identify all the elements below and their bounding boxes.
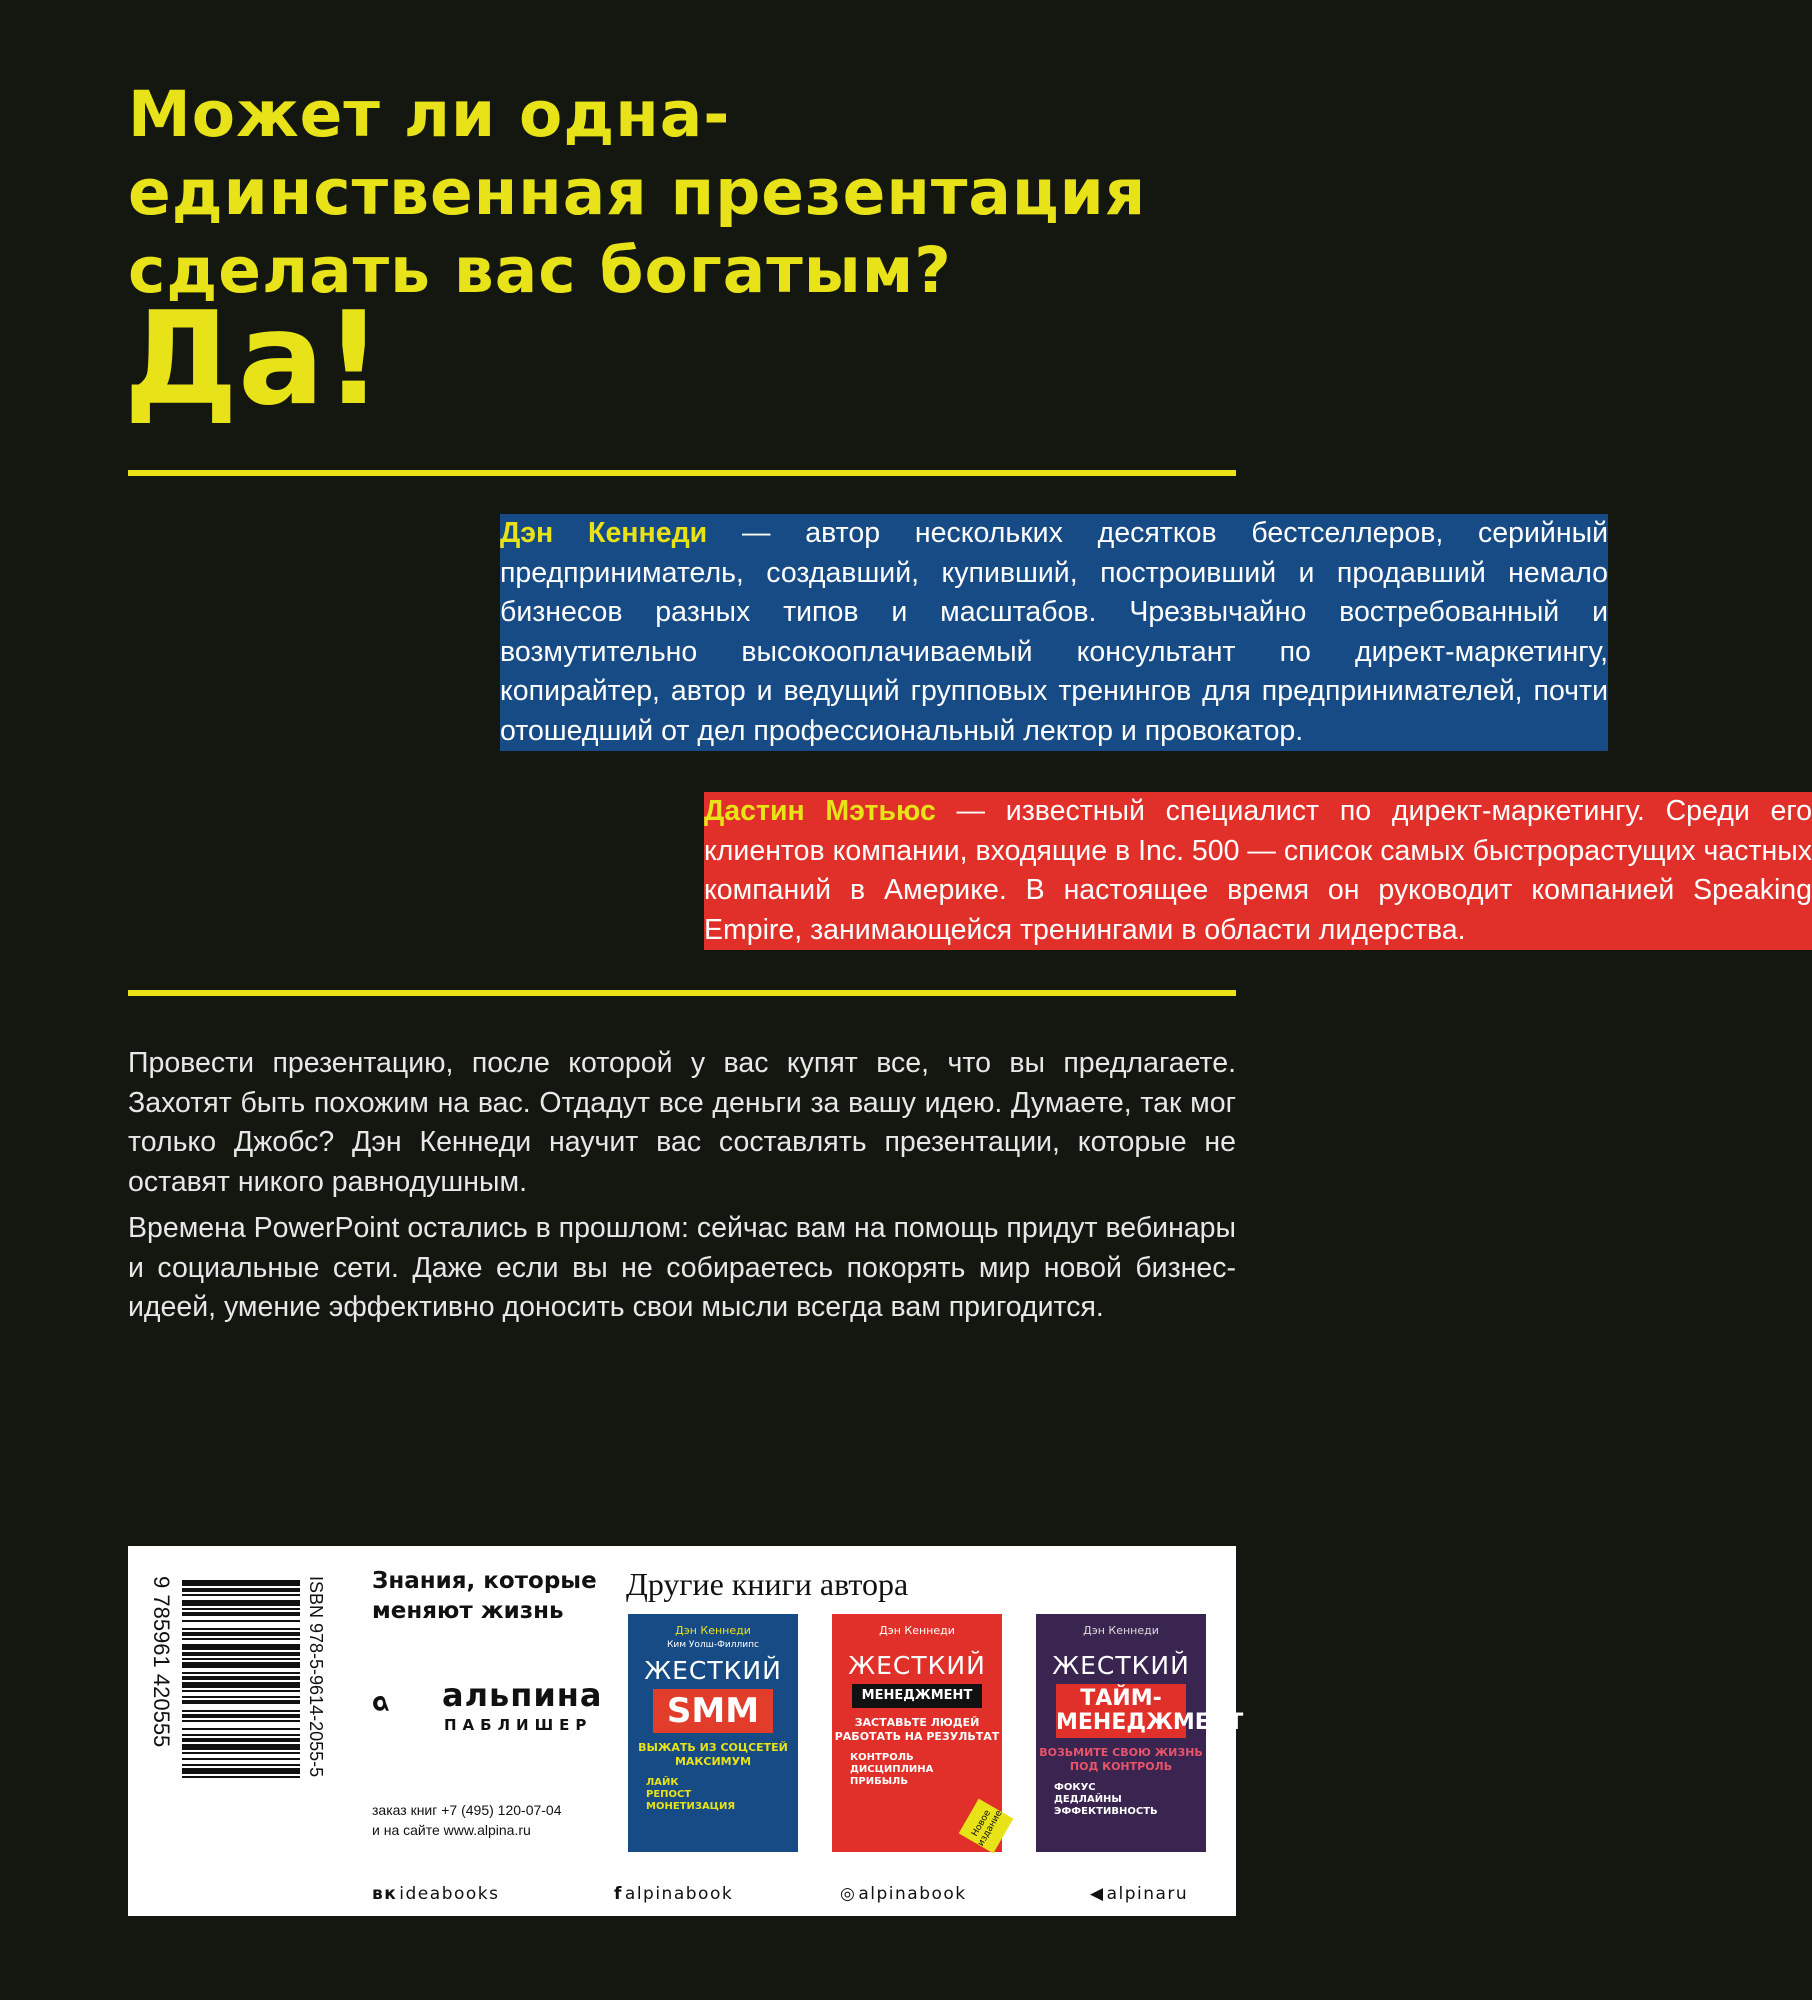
book-subtitle: ВОЗЬМИТЕ СВОЮ ЖИЗНЬ ПОД КОНТРОЛЬ <box>1039 1746 1203 1773</box>
barcode-bar <box>182 1728 300 1730</box>
barcode-bar <box>182 1620 300 1622</box>
book-author: Дэн Кеннеди Ким Уолш-Филлипс <box>667 1624 759 1650</box>
book-cover-smm[interactable] <box>628 1614 798 1852</box>
barcode-bar <box>182 1720 300 1722</box>
barcode-bar <box>182 1580 300 1586</box>
headline-answer: Да! <box>124 285 383 434</box>
barcode-bar <box>182 1608 300 1610</box>
social-link-facebook[interactable]: f alpinabook <box>614 1884 734 1904</box>
barcode-bar <box>182 1632 300 1636</box>
other-books-title: Другие книги автора <box>626 1566 909 1602</box>
barcode-bar <box>182 1700 300 1704</box>
publisher-subtitle: ПАБЛИШЕР <box>444 1716 593 1734</box>
book-title-main: ТАЙМ-МЕНЕДЖМЕНТ <box>1056 1684 1186 1738</box>
headline-line-2: единственная презентация <box>128 156 1147 229</box>
order-info <box>372 1800 632 1840</box>
book-subtitle: ВЫЖАТЬ ИЗ СОЦСЕТЕЙ МАКСИМУМ <box>638 1741 788 1768</box>
headline <box>128 76 1248 310</box>
barcode-bar <box>182 1690 300 1692</box>
publisher-name: альпина <box>442 1676 603 1714</box>
barcode-bar <box>182 1734 300 1736</box>
barcode-bar <box>182 1696 300 1698</box>
barcode-bar <box>182 1638 300 1640</box>
back-cover-panel <box>128 1546 1244 1916</box>
barcode-bar <box>182 1658 300 1660</box>
book-bullets: КОНТРОЛЬ ДИСЦИПЛИНА ПРИБЫЛЬ <box>850 1752 934 1787</box>
barcode-bar <box>182 1612 300 1616</box>
barcode-bar <box>182 1644 300 1650</box>
description-paragraph: Провести презентацию, после которой у вас купят все, что вы предлагаете. Захотят быть похожим на вас. Отдадут все деньги за вашу идею. Думаете, так мог только Джобс? Дэн Кеннеди научит вас составлять презентации, которые не оставят никого равнодушным. <box>128 1047 1236 1198</box>
book-subtitle: ЗАСТАВЬТЕ ЛЮДЕЙ РАБОТАТЬ НА РЕЗУЛЬТАТ <box>834 1716 1000 1743</box>
social-link-telegram[interactable]: ◀ alpinaru <box>1090 1884 1189 1904</box>
book-title-top: ЖЕСТКИЙ <box>644 1656 782 1685</box>
barcode-bar <box>182 1672 300 1674</box>
author-name: Дастин Мэтьюс <box>704 795 936 827</box>
order-website: и на сайте www.alpina.ru <box>372 1822 531 1838</box>
author-name: Дэн Кеннеди <box>500 517 708 549</box>
barcode-bar <box>182 1682 300 1688</box>
isbn-barcode <box>142 1566 332 1866</box>
barcode-bar <box>182 1600 300 1606</box>
barcode-bar <box>182 1768 300 1774</box>
headline-line-3: сделать вас богатым? <box>128 234 952 307</box>
barcode-bar <box>182 1776 300 1778</box>
description-paragraph: Времена PowerPoint остались в прошлом: сейчас вам на помощь придут вебинары и социальные сети. Даже если вы не собираетесь покорять мир новой бизнес-идеей, умение эффективно доносить свои мысли всегда вам пригодится. <box>128 1212 1236 1323</box>
book-title-top: ЖЕСТКИЙ <box>1052 1651 1190 1680</box>
author-bio-text: — известный специалист по директ-маркетингу. Среди его клиентов компании, входящие в Inc. 500 — список самых быстрорастущих частных компаний в Америке. В настоящее время он руководит компанией Speaking Empire, занимающейся тренингами в области лидерства. <box>704 795 1812 946</box>
barcode-digits: 9 785961 420555 <box>149 1576 174 1748</box>
social-link-instagram[interactable]: ◎ alpinabook <box>840 1884 967 1904</box>
barcode-bar <box>182 1752 300 1754</box>
book-title-top: ЖЕСТКИЙ <box>848 1651 986 1680</box>
barcode-bar <box>182 1764 300 1766</box>
divider-top <box>128 470 1236 476</box>
instagram-icon: ◎ <box>840 1884 857 1904</box>
barcode-bar <box>182 1744 300 1750</box>
social-links <box>372 1884 1212 1908</box>
book-cover-management[interactable] <box>832 1614 1005 1852</box>
barcode-bar <box>182 1652 300 1656</box>
barcode-bar <box>182 1588 300 1592</box>
book-cover-time-management[interactable] <box>1036 1614 1244 1852</box>
book-bullets: ЛАЙК РЕПОСТ МОНЕТИЗАЦИЯ <box>646 1777 736 1812</box>
barcode-bar <box>182 1676 300 1680</box>
order-phone: заказ книг +7 (495) 120-07-04 <box>372 1802 562 1818</box>
barcode-bar <box>182 1714 300 1718</box>
book-title-main: SMM <box>653 1689 773 1733</box>
isbn-label: ISBN 978-5-9614-2055-5 <box>306 1576 326 1778</box>
new-edition-badge: Новое издание <box>959 1799 1014 1854</box>
publisher-slogan: Знания, которые меняют жизнь <box>372 1568 597 1624</box>
book-author: Дэн Кеннеди <box>879 1624 955 1637</box>
author-bio-text: — автор нескольких десятков бестселлеров, серийный предприниматель, создавший, купивший, построивший и продавший немало бизнесов разных типов и масштабов. Чрезвычайно востребованный и возмутительно высокооплачиваемый консультант по директ-маркетингу, копирайтер, автор и ведущий групповых тренингов для предпринимателей, почти отошедший от дел профессиональный лектор и провокатор. <box>500 517 1608 747</box>
book-author: Дэн Кеннеди <box>1083 1624 1159 1637</box>
telegram-icon: ◀ <box>1090 1884 1105 1904</box>
barcode-bar <box>182 1628 300 1630</box>
book-title-main: МЕНЕДЖМЕНТ <box>852 1684 982 1708</box>
barcode-bar <box>182 1662 300 1668</box>
vk-icon: вк <box>372 1884 398 1904</box>
author-bio-matthews <box>704 792 1812 950</box>
book-bullets: ФОКУС ДЕДЛАЙНЫ ЭФФЕКТИВНОСТЬ <box>1054 1782 1158 1817</box>
facebook-icon: f <box>614 1884 623 1904</box>
author-bio-kennedy <box>500 514 1608 751</box>
barcode-bar <box>182 1594 300 1596</box>
barcode-bar <box>182 1758 300 1760</box>
publisher-logo-icon <box>372 1672 438 1738</box>
divider-bottom <box>128 990 1236 996</box>
social-link-vk[interactable]: вк ideabooks <box>372 1884 500 1904</box>
barcode-bar <box>182 1710 300 1712</box>
headline-line-1: Может ли одна- <box>128 78 731 151</box>
barcode-bar <box>182 1738 300 1742</box>
